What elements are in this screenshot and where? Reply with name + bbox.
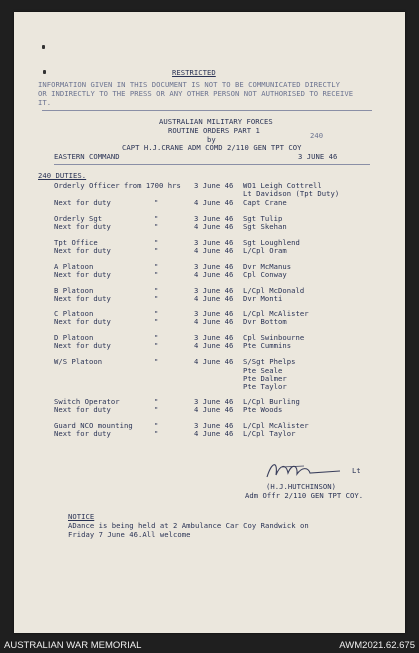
punch-hole-mark [42,45,45,49]
duty-date: 4 June 46 [194,429,234,438]
assigned-person: Pte Taylor [243,382,287,391]
duty-label: W/S Platoon [54,357,103,366]
ditto-mark: " [154,222,159,231]
classification-label: RESTRICTED [172,68,216,77]
serial-number: 240 [310,131,324,140]
command-label: EASTERN COMMAND [54,152,120,161]
assigned-person: Sgt Loughlend [243,238,300,247]
punch-hole-mark [43,70,46,74]
duties-heading: 240 DUTIES. [38,171,87,180]
assigned-person: Pte Dalmer [243,374,287,383]
duty-label: Next for duty [54,222,111,231]
duty-label: Next for duty [54,246,111,255]
ditto-mark: " [154,286,159,295]
duty-label: Switch Operator [54,397,120,406]
duty-label: Guard NCO mounting [54,421,133,430]
signatory-role: Adm Offr 2/110 GEN TPT COY. [245,491,364,500]
duty-label: C Platoon [54,309,94,318]
duty-date: 3 June 46 [194,421,234,430]
duty-date: 4 June 46 [194,222,234,231]
ditto-mark: " [154,262,159,271]
ditto-mark: " [154,238,159,247]
by-label: by [207,135,216,144]
document-page [14,12,405,633]
ditto-mark: " [154,270,159,279]
duty-date: 4 June 46 [194,270,234,279]
duty-label: B Platoon [54,286,94,295]
assigned-person: Dvr Monti [243,294,283,303]
assigned-person: L/Cpl McAlister [243,309,309,318]
signatory-name: (H.J.HUTCHINSON) [266,482,337,491]
duty-date: 4 June 46 [194,246,234,255]
duty-date: 3 June 46 [194,262,234,271]
assigned-person: S/Sgt Phelps [243,357,296,366]
notice-line-2: Friday 7 June 46.All welcome [68,530,191,539]
ditto-mark: " [154,429,159,438]
assigned-person: Sgt Skehan [243,222,287,231]
warning-line-2: OR INDIRECTLY TO THE PRESS OR ANY OTHER PERSON NOT AUTHORISED TO RECEIVE [38,89,354,98]
ditto-mark: " [154,317,159,326]
archive-footer [0,638,419,653]
notice-line-1: ADance is being held at 2 Ambulance Car Coy Randwick on [68,521,309,530]
duty-label: Next for duty [54,341,111,350]
duty-date: 4 June 46 [194,405,234,414]
duty-date: 3 June 46 [194,333,234,342]
assigned-person: Cpl Conway [243,270,287,279]
handwritten-signature [264,457,342,483]
order-date: 3 JUNE 46 [298,152,338,161]
assigned-person: Dvr Bottom [243,317,287,326]
warning-line-1: INFORMATION GIVEN IN THIS DOCUMENT IS NOT TO BE COMMUNICATED DIRECTLY [38,80,341,89]
ditto-mark: " [154,421,159,430]
ditto-mark: " [154,198,159,207]
warning-line-3: IT. [38,98,52,107]
ditto-mark: " [154,246,159,255]
assigned-person: Pte Woods [243,405,283,414]
assigned-person: L/Cpl Burling [243,397,300,406]
duty-label: Next for duty [54,429,111,438]
duty-label: Next for duty [54,317,111,326]
assigned-person: Capt Crane [243,198,287,207]
ditto-mark: " [154,294,159,303]
assigned-person: Sgt Tulip [243,214,283,223]
ditto-mark: " [154,214,159,223]
ditto-mark: " [154,341,159,350]
ditto-mark: " [154,309,159,318]
assigned-person: Pte Cummins [243,341,292,350]
duty-label: A Platoon [54,262,94,271]
duty-date: 4 June 46 [194,341,234,350]
divider [54,164,370,165]
assigned-person: Dvr McManus [243,262,292,271]
duty-label: Next for duty [54,294,111,303]
duty-label: Orderly Sgt [54,214,103,223]
signature-rank: Lt [352,466,361,475]
archive-source: AUSTRALIAN WAR MEMORIAL [4,640,142,651]
doc-title: ROUTINE ORDERS PART 1 [168,126,260,135]
duty-date: 4 June 46 [194,317,234,326]
author-line: CAPT H.J.CRANE ADM COMD 2/110 GEN TPT COY [122,143,302,152]
assigned-person: L/Cpl McAlister [243,421,309,430]
duty-date: 3 June 46 [194,181,234,190]
duty-date: 4 June 46 [194,198,234,207]
assigned-person: L/Cpl Taylor [243,429,296,438]
duty-date: 3 June 46 [194,238,234,247]
accession-number: AWM2021.62.675 [339,640,415,651]
notice-heading: NOTICE [68,512,95,521]
assigned-person: WO1 Leigh Cottrell [243,181,322,190]
duty-label: Orderly Officer from 1700 hrs [54,181,181,190]
duty-date: 4 June 46 [194,357,234,366]
duty-date: 4 June 46 [194,294,234,303]
org-title: AUSTRALIAN MILITARY FORCES [159,117,273,126]
assigned-person: L/Cpl Oram [243,246,287,255]
duty-label: D Platoon [54,333,94,342]
duty-date: 3 June 46 [194,286,234,295]
duty-date: 3 June 46 [194,214,234,223]
duty-date: 3 June 46 [194,309,234,318]
ditto-mark: " [154,333,159,342]
duty-date: 3 June 46 [194,397,234,406]
divider [42,110,372,111]
duty-label: Next for duty [54,405,111,414]
ditto-mark: " [154,397,159,406]
assigned-person: Cpl Swinbourne [243,333,305,342]
ditto-mark: " [154,357,159,366]
assigned-person: L/Cpl McDonald [243,286,305,295]
assigned-person: Lt Davidson (Tpt Duty) [243,189,340,198]
ditto-mark: " [154,405,159,414]
duty-label: Tpt Office [54,238,98,247]
duty-label: Next for duty [54,270,111,279]
duty-label: Next for duty [54,198,111,207]
assigned-person: Pte Seale [243,366,283,375]
